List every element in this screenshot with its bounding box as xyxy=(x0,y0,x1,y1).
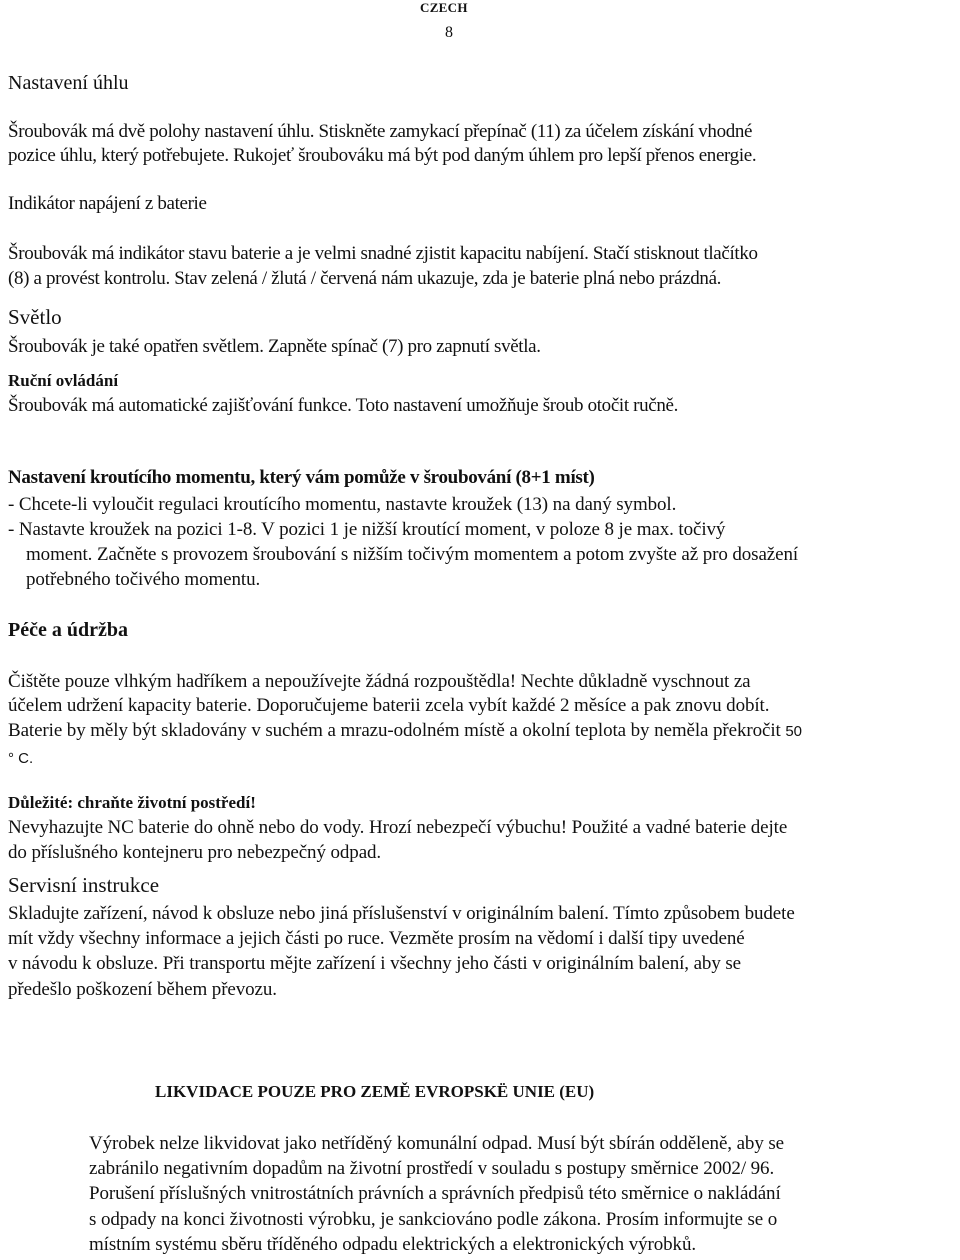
environment-heading: Důležité: chraňte životní postředí! xyxy=(8,793,256,812)
light-heading: Světlo xyxy=(8,305,62,329)
torque-text-line-4: potřebného točivého momentu. xyxy=(26,569,261,590)
service-text-line-3: v návodu k obsluze. Při transportu mějte zařízení i všechny jeho části v originálním balení, aby se xyxy=(8,953,742,974)
service-heading: Servisní instrukce xyxy=(8,873,160,897)
manual-text-line-1: Šroubovák má automatické zajišťování funkce. Toto nastavení umožňuje šroub otočit ručně. xyxy=(8,395,679,416)
disposal-heading: LIKVIDACE POUZE PRO ZEMĚ EVROPSKË UNIE (EU) xyxy=(155,1082,595,1101)
care-temperature-unit: ° C. xyxy=(8,750,34,767)
battery-indicator-heading: Indikátor napájení z baterie xyxy=(8,193,207,214)
battery-indicator-text-line-1: Šroubovák má indikátor stavu baterie a je velmi snadné zjistit kapacitu nabíjení. Stačí stisknout tlačítko xyxy=(8,243,758,264)
disposal-text-line-1: Výrobek nelze likvidovat jako netříděný komunální odpad. Musí být sbírán odděleně, aby se xyxy=(89,1133,784,1154)
care-text-line-3-main: Baterie by měly být skladovány v suchém a mrazu-odolném místě a okolní teplota by neměla překročit xyxy=(8,720,781,741)
page-language-label: CZECH xyxy=(420,0,468,15)
care-temperature-value: 50 xyxy=(785,723,802,740)
angle-heading: Nastavení úhlu xyxy=(8,72,129,94)
care-text-line-3 xyxy=(8,720,802,742)
care-text-line-1: Čištěte pouze vlhkým hadříkem a nepoužívejte žádná rozpouštědla! Nechte důkladně vyschnout za xyxy=(8,671,751,692)
service-text-line-4: předešlo poškození během převozu. xyxy=(8,979,277,1000)
angle-text-line-2: pozice úhlu, který potřebujete. Rukojeť šroubováku má být pod daným úhlem pro lepší přenos energie. xyxy=(8,145,757,166)
disposal-text-line-2: zabránilo negativním dopadům na životní prostředí v souladu s postupy směrnice 2002/ 96. xyxy=(89,1158,775,1179)
torque-heading: Nastavení kroutícího momentu, který vám pomůže v šroubování (8+1 míst) xyxy=(8,467,595,488)
light-text-line-1: Šroubovák je také opatřen světlem. Zapněte spínač (7) pro zapnutí světla. xyxy=(8,336,541,357)
service-text-line-2: mít vždy všechny informace a jejich části po ruce. Vezměte prosím na vědomí i další tipy uvedené xyxy=(8,928,745,949)
care-heading: Péče a údržba xyxy=(8,619,128,641)
disposal-text-line-5: místním systému sběru tříděného odpadu elektrických a elektronických výrobků. xyxy=(89,1234,697,1255)
manual-heading: Ruční ovládání xyxy=(8,371,119,390)
disposal-text-line-3: Porušení příslušných vnitrostátních právních a správních předpisů této směrnice o nakládání xyxy=(89,1183,781,1204)
torque-text-line-1: - Chcete-li vyloučit regulaci kroutícího momentu, nastavte kroužek (13) na daný symbol. xyxy=(8,494,677,515)
torque-text-line-2: - Nastavte kroužek na pozici 1-8. V pozici 1 je nižší kroutící moment, v poloze 8 je max. točivý xyxy=(8,519,726,540)
care-text-line-2: účelem udržení kapacity baterie. Doporučujeme baterii zcela vybít každé 2 měsíce a pak znovu dobít. xyxy=(8,695,770,716)
battery-indicator-text-line-2: (8) a provést kontrolu. Stav zelená / žlutá / červená nám ukazuje, zda je baterie plná nebo prázdná. xyxy=(8,268,722,289)
environment-text-line-1: Nevyhazujte NC baterie do ohně nebo do vody. Hrozí nebezpečí výbuchu! Použité a vadné baterie dejte xyxy=(8,817,788,838)
angle-text-line-1: Šroubovák má dvě polohy nastavení úhlu. Stiskněte zamykací přepínač (11) za účelem získání vhodné xyxy=(8,121,753,142)
service-text-line-1: Skladujte zařízení, návod k obsluze nebo jiná příslušenství v originálním balení. Tímto způsobem budete xyxy=(8,903,795,924)
disposal-text-line-4: s odpady na konci životnosti výrobku, je sankciováno podle zákona. Prosím informujte se o xyxy=(89,1209,778,1230)
environment-text-line-2: do příslušného kontejneru pro nebezpečný odpad. xyxy=(8,842,382,863)
page-number: 8 xyxy=(445,24,453,41)
torque-text-line-3: moment. Začněte s provozem šroubování s nižším točivým momentem a potom zvyšte až pro dosažení xyxy=(26,544,799,565)
